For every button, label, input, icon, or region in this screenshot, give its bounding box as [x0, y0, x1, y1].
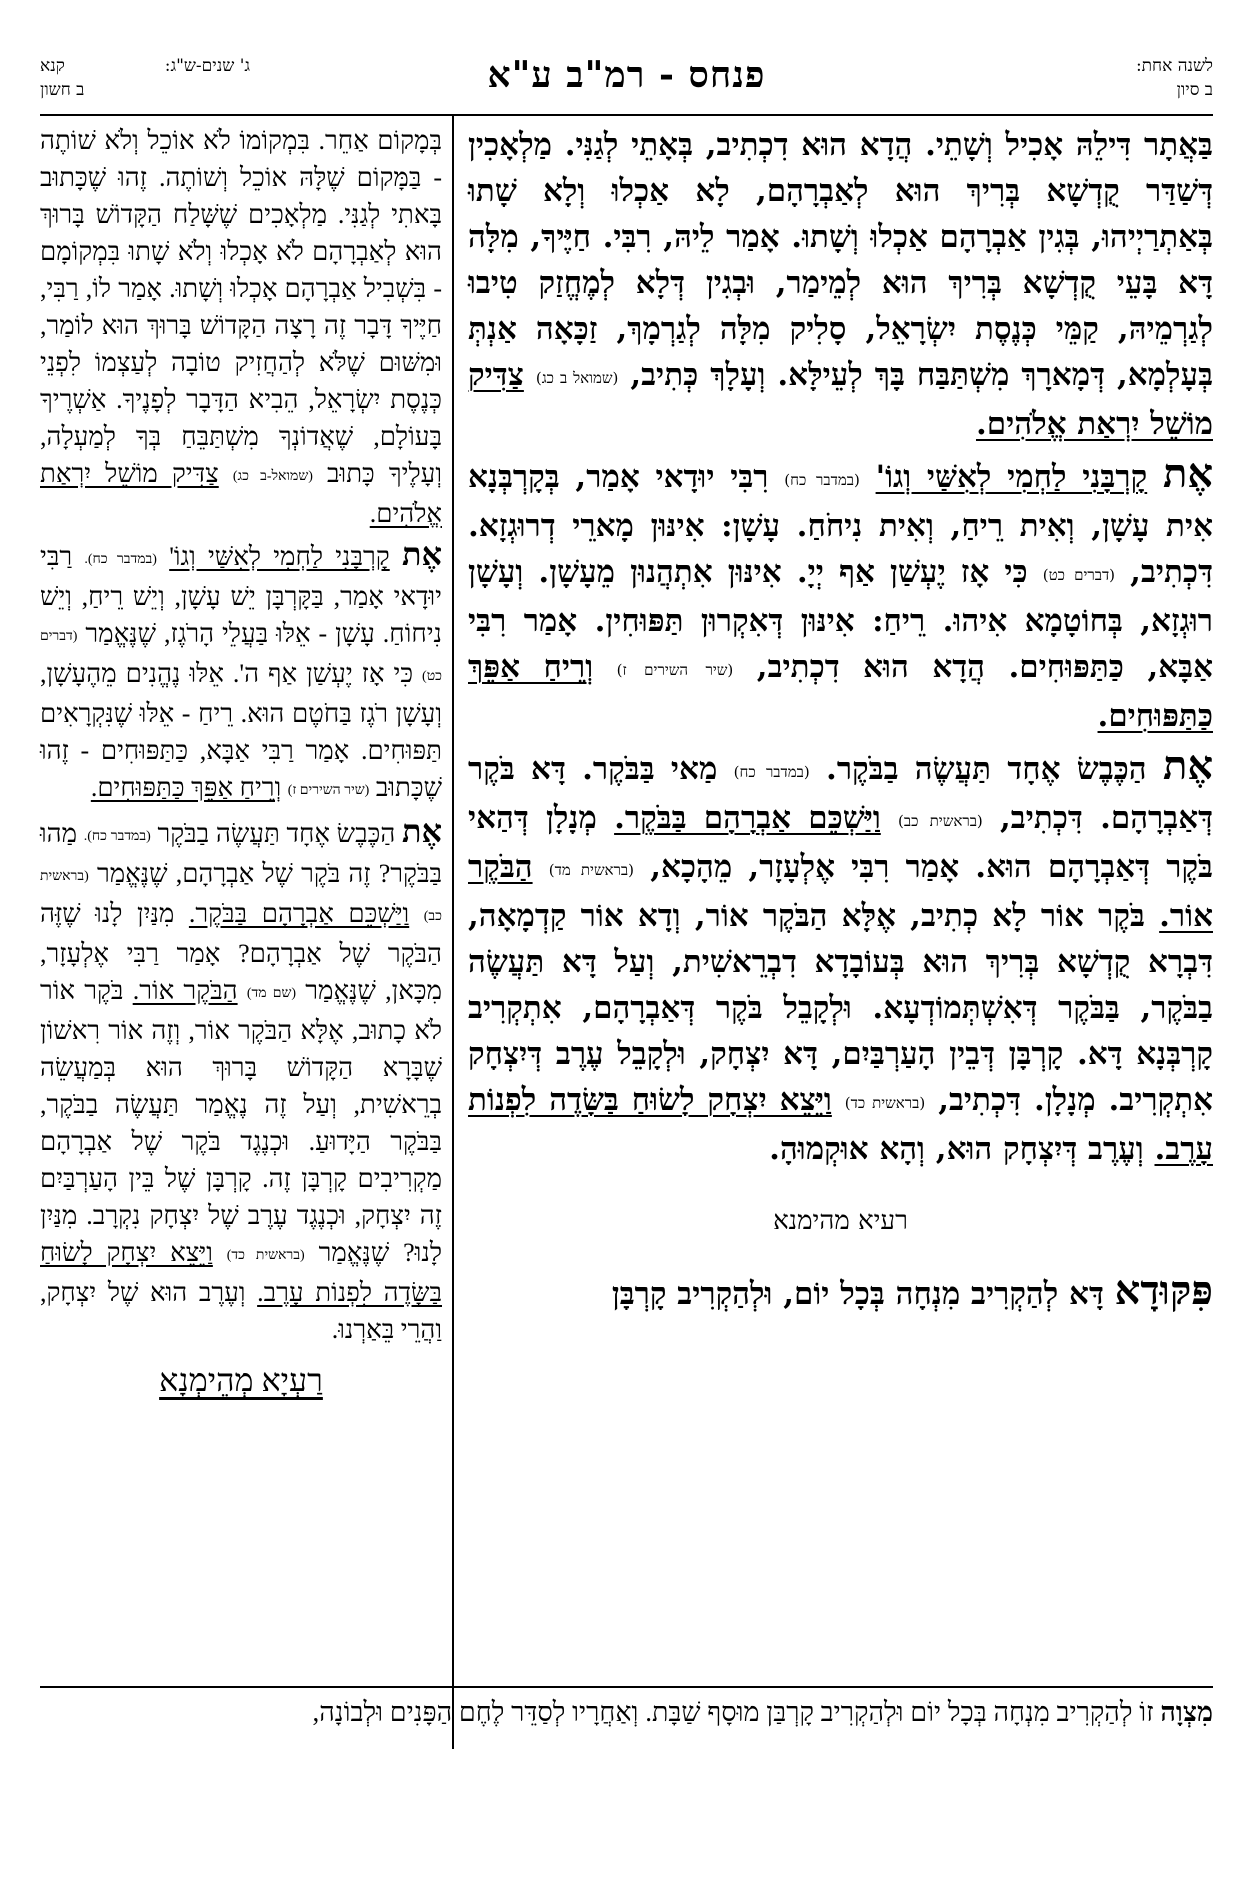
main-section-heading: רעיא מהימנא — [773, 1206, 908, 1236]
main-text: מְנָלָן דְּהַאי בֹּקֶר דְּאַבְרָהָם הוּא. אָמַר רִבִּי אֶלְעָזָר, מֵהָכָא, — [468, 800, 1213, 885]
side-paragraph-1 — [40, 122, 442, 532]
main-paragraph-3 — [468, 743, 1213, 1172]
main-citation: (שמואל ב כג) — [535, 369, 619, 387]
main-citation: (בראשית מד) — [548, 861, 635, 879]
column-divider — [452, 116, 454, 1749]
main-citation: (במדבר כח) — [784, 471, 860, 489]
page-header — [40, 50, 1213, 116]
side-text: הַכֶּבֶשׂ אֶחָד תַּעֲשֶׂה בַבֹּקֶר — [157, 819, 396, 848]
main-verse-quote: וְרֵיחַ אַפֵּךְ כַּתַּפּוּחִים. — [468, 649, 1213, 734]
page-title: פנחס - רמ"ב ע"א — [487, 54, 766, 96]
side-section-heading: רַעְיָא מְהֵימְנָא — [159, 1362, 323, 1398]
main-text: בַּאֲתָר דִּילֵהּ אָכִיל וְשָׁתֵי. הֲדָא הוּא דִכְתִיב, בְּאָתֵי לְגַנִּי. מַלְאָכִין דְּשַׁדַּר קֻדְשָׁא בְּרִיךְ הוּא לְאַבְרָהָם, לָא אַכְלוּ וְלָא שָׁתוּ בְּאַתְרַיְיהוּ, בְּגִין אַבְרָהָם אַכְלוּ וְשָׁתוּ. אָמַר לֵיהּ, רִבִּי. חַיֶּיךָ, מִלָּה דָּא בָּעֵי קֻדְשָׁא בְּרִיךְ הוּא לְמֵימַר, וּבְגִין דְּלָא לְמֶחֱזַק טִיבוּ לְגַרְמֵיהּ, קַמֵּי כְּנֶסֶת יִשְׂרָאֵל, סָלִיק מִלָּה לְגַרְמָךְ, זַכָּאָה אַנְתְּ בְּעָלְמָא, דְּמָארָךְ מִשְׁתַּבַּח בָּךְ לְעֵילָּא. וְעָלָךְ כְּתִיב, — [468, 127, 1214, 393]
main-column — [468, 122, 1213, 1321]
bottom-lead-word: מִצְוָה — [1160, 1697, 1213, 1727]
side-citation: (במדבר כח). — [83, 829, 151, 844]
main-verse-quote: כִּי אָז יֶעְשַׁן אַף יְיָ. — [796, 554, 1028, 590]
main-verse-quote: הַכֶּבֶשׂ אֶחָד תַּעֲשֶׂה בַבֹּקֶר. — [826, 751, 1147, 787]
side-verse-quote: צַדִּיק מוֹשֵׁל יִרְאַת אֱלֹהִים. — [40, 459, 442, 528]
main-lead-word: אֶת — [1162, 450, 1214, 497]
side-text: וְעֶרֶב הוּא שֶׁל יִצְחָק, וַהֲרֵי בֵּאַרְנוּ. — [40, 1278, 442, 1344]
main-lead-word: פִּקּוּדָא — [1114, 1267, 1213, 1314]
side-citation: (שמואל-ב כג) — [232, 469, 313, 484]
side-verse-quote: הַבֹּקֶר אוֹר. — [132, 976, 238, 1005]
main-verse-quote: וַיַּשְׁכֵּם אַבְרָהָם בַּבֹּקֶר. — [614, 800, 881, 836]
main-text: דָּא לְהַקְרִיב מִנְחָה בְּכָל יוֹם, וּלְהַקְרִיב קָרְבָּן — [611, 1276, 1104, 1312]
main-citation: (שיר השירים ז) — [616, 661, 734, 679]
side-text: בְּמָקוֹם אַחֵר. בִּמְקוֹמוֹ לֹא אוֹכֵל וְלֹא שׁוֹתֶה - בַּמָּקוֹם שֶׁלָּהּ אוֹכֵל וְשׁוֹתֶה. זֶהוּ שֶׁכָּתוּב בָּאתִי לְגַנִּי. מַלְאָכִים שֶׁשָּׁלַח הַקָּדוֹשׁ בָּרוּךְ הוּא לְאַבְרָהָם לֹא אָכְלוּ וְלֹא שָׁתוּ בִּמְקוֹמָם - בִּשְׁבִיל אַבְרָהָם אָכְלוּ וְשָׁתוּ. אָמַר לוֹ, רַבִּי, חַיֶּיךָ דָּבָר זֶה רָצָה הַקָּדוֹשׁ בָּרוּךְ הוּא לוֹמַר, וּמִשּׁוּם שֶׁלֹּא לְהַחֲזִיק טוֹבָה לְעַצְמוֹ לִפְנֵי כְּנֶסֶת יִשְׂרָאֵל, הֵבִיא הַדָּבָר לְפָנֶיךָ. אַשְׁרֶיךָ בָּעוֹלָם, שֶׁאֲדוֹנְךָ מִשְׁתַּבֵּחַ בְּךָ לְמַעְלָה, וְעָלֶיךָ כָּתוּב — [40, 126, 442, 488]
side-citation: (שם מד) — [246, 986, 297, 1001]
main-verse-quote: צַדִּיק מוֹשֵׁל יִרְאַת אֱלֹהִים. — [468, 357, 1213, 442]
header-three-years-label: ג' שנים-ש"ג: — [164, 56, 250, 76]
main-text: רִבִּי יוּדָאי אָמַר, בְּקָרְבְּנָא אִית עָשָׁן, וְאִית רֵיחַ, וְאִית נִיחֹחַ. עָשָׁן: אִינּוּן מָארֵי דְרוּגְזָא. דִּכְתִיב, — [468, 459, 1213, 590]
side-paragraph-2 — [40, 536, 442, 809]
main-verse-quote: קָרְבָּנִי לַחְמִי לְאִשַּׁי וְגוֹ' — [875, 459, 1148, 495]
side-citation: (דברים כט) — [40, 629, 443, 684]
main-text: וְעֶרֶב דְּיִצְחָק הוּא, וְהָא אוּקְמוּהָ. — [769, 1131, 1144, 1167]
text-columns — [40, 116, 1213, 1750]
side-text: מַהוּ בַּבֹּקֶר? זֶה בֹּקֶר שֶׁל אַבְרָהָם, שֶׁנֶּאֱמַר — [40, 819, 443, 888]
side-text: מִנַּיִן לָנוּ שֶׁזֶּה הַבֹּקֶר שֶׁל אַבְרָהָם? אָמַר רַבִּי אֶלְעָזָר, מִכָּאן, שֶׁנֶּאֱמַר — [40, 899, 442, 1005]
side-citation: (שיר השירים ז) — [287, 783, 370, 798]
main-paragraph-1 — [468, 122, 1213, 447]
main-lead-word: אֶת — [1162, 742, 1214, 789]
side-paragraph-3 — [40, 813, 442, 1348]
side-text: אֵלּוּ נֶהֱנִים מֵהֶעָשָׁן, וְעָשָׁן רֹגֶז בַּחֹטֶם הוּא. רֵיחַ - אֵלּוּ שֶׁנִּקְרָאִים תַּפּוּחִים. אָמַר רַבִּי אַבָּא, כַּתַּפּוּחִים - זֶהוּ שֶׁכָּתוּב — [40, 659, 442, 802]
side-verse-quote: וַיֵּצֵא יִצְחָק לָשׂוּחַ בַּשָּׂדֶה לִפְנוֹת עָרֶב. — [40, 1238, 442, 1307]
side-text: רַבִּי יוּדָאי אָמַר, בַּקָּרְבָּן יֵשׁ עָשָׁן, וְיֵשׁ רֵיחַ, וְיֵשׁ נִיחוֹחַ. עָשָׁן - אֵלּוּ בַּעֲלֵי הָרֹגֶז, שֶׁנֶּאֱמַר — [40, 542, 443, 648]
side-lead-word: אֶת — [401, 536, 443, 572]
side-text: בֹּקֶר אוֹר לֹא כָתוּב, אֶלָּא הַבֹּקֶר אוֹר, וְזֶה אוֹר רִאשׁוֹן שֶׁבָּרָא הַקָּדוֹשׁ בָּרוּךְ הוּא בְּמַעֲשֵׂה בְרֵאשִׁית, וְעַל זֶה נֶאֱמַר תַּעֲשֶׂה בַבֹּקֶר, בַּבֹּקֶר הַיָּדוּעַ. וּכְנֶגֶד בֹּקֶר שֶׁל אַבְרָהָם מַקְרִיבִים קָרְבָּן זֶה. קָרְבָּן שֶׁל בֵּין הָעַרְבַּיִם זֶה יִצְחָק, וּכְנֶגֶד עֶרֶב שֶׁל יִצְחָק נִקְרָב. מִנַּיִן לָנוּ? שֶׁנֶּאֱמַר — [40, 976, 442, 1267]
bottom-text: זוֹ לְהַקְרִיב מִנְחָה בְּכָל יוֹם וּלְהַקְרִיב קָרְבַּן מוּסָף שַׁבָּת. וְאַחֲרָיו לְסַדֵּר לֶחֶם הַפָּנִים וּלְבוֹנָה, — [312, 1697, 1154, 1727]
main-citation: (במדבר כח) — [733, 763, 810, 781]
side-verse-quote: וַיַּשְׁכֵּם אַבְרָהָם בַּבֹּקֶר. — [188, 899, 410, 928]
header-one-year-label: לשנה אחת: — [1135, 56, 1213, 76]
header-page-number: קנא — [40, 56, 65, 76]
side-citation: (בראשית כב) — [40, 869, 443, 924]
side-verse-quote: קָרְבָּנִי לַחְמִי לְאִשַּׁי וְגוֹ' — [169, 542, 390, 571]
side-lead-word: אֶת — [401, 813, 443, 849]
main-paragraph-2 — [468, 451, 1213, 739]
header-left-info — [40, 54, 250, 102]
main-text: בֹּקֶר אוֹר לָא כְתִיב, אֶלָּא הַבֹּקֶר אוֹר, וְדָא אוֹר קַדְמָאָה, דִּבְרָא קֻדְשָׁא בְּרִיךְ הוּא בְּעוֹבָדָא דִבְרֵאשִׁית, וְעַל דָּא תַּעֲשֶׂה בַבֹּקֶר, בַּבֹּקֶר דְּאִשְׁתְּמוֹדְעָא. וּלְקָבֵל בֹּקֶר דְּאַבְרָהָם, אִתְקְרִיב קָרְבְּנָא דָּא. קָרְבָּן דְּבֵין הָעַרְבַּיִם, דָּא יִצְחָק, וּלְקָבֵל עֶרֶב דְּיִצְחָק אִתְקְרִיב. מְנָלָן. דִּכְתִיב, — [468, 898, 1214, 1118]
page — [40, 50, 1213, 1850]
translation-column — [40, 122, 442, 1399]
side-verse-quote: כִּי אָז יֶעְשַׁן אַף ה'. — [232, 659, 414, 688]
bottom-translation-line — [40, 1686, 1213, 1732]
main-verse-quote: וַיֵּצֵא יִצְחָק לָשׂוּחַ בַּשָּׂדֶה לִפְנוֹת עָרֶב. — [468, 1082, 1213, 1167]
header-one-year-date: ב סיון — [1176, 80, 1213, 100]
main-citation: (בראשית כב) — [898, 812, 983, 830]
main-text: מַאי בַּבֹּקֶר. דָּא בֹּקֶר דְּאַבְרָהָם. דִּכְתִיב, — [468, 751, 1214, 836]
main-paragraph-4 — [468, 1268, 1213, 1317]
side-citation: (בראשית כד) — [226, 1248, 305, 1263]
side-verse-quote: וְרֵיחַ אַפֵּךְ כַּתַּפּוּחִים. — [90, 773, 282, 802]
main-citation: (דברים כט) — [1042, 566, 1116, 584]
main-verse-quote: הַבֹּקֶר אוֹר. — [468, 849, 1213, 934]
main-text: אִינּוּן אִתְהֲנוּן מֵעָשָׁן. וְעָשָׁן רוּגְזָא, בְּחוֹטָמָא אִיהוּ. רֵיחַ: אִינּוּן דְּאִקְרוּן תַּפּוּחִין. אָמַר רִבִּי אַבָּא, כַּתַּפּוּחִים. הֲדָא הוּא דִכְתִיב, — [468, 554, 1213, 685]
header-three-years-date: ב חשון — [40, 80, 85, 100]
main-citation: (בראשית כד) — [844, 1094, 926, 1112]
side-citation: (במדבר כח). — [84, 552, 157, 567]
